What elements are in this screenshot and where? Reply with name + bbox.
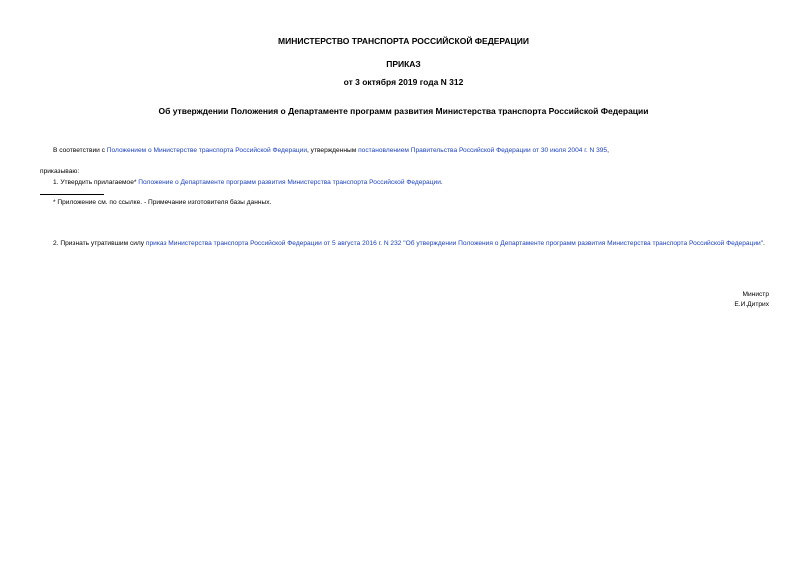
item-1-paragraph [53, 178, 443, 188]
ministry-title: МИНИСТЕРСТВО ТРАНСПОРТА РОССИЙСКОЙ ФЕДЕРАЦИИ [278, 36, 529, 46]
footnote-divider [40, 194, 104, 195]
signatory-position: Министр [742, 291, 769, 298]
repealed-order-link[interactable]: приказ Министерства транспорта Российской Федерации от 5 августа 2016 г. N 232 "Об утверждении Положения о Департаменте программ развития Министерства транспорта Российской Федерации" [145, 240, 764, 247]
item-2-paragraph [40, 239, 770, 249]
department-regulation-link[interactable]: Положение о Департаменте программ развития Министерства транспорта Российской Федерации [138, 179, 441, 186]
order-word: приказываю: [40, 168, 80, 175]
document-subject: Об утверждении Положения о Департаменте программ развития Министерства транспорта Российской Федерации [158, 106, 649, 116]
item-2-suffix: . [763, 240, 765, 247]
basis-prefix: В соответствии с [53, 147, 107, 154]
document-type: ПРИКАЗ [386, 59, 421, 69]
basis-suffix: , [607, 147, 609, 154]
document-date-number: от 3 октября 2019 года N 312 [343, 77, 464, 87]
government-decree-link[interactable]: постановлением Правительства Российской Федерации от 30 июля 2004 г. N 395 [358, 147, 608, 154]
basis-middle: , утвержденным [307, 147, 359, 154]
ministry-regulation-link[interactable]: Положением о Министерстве транспорта Российской Федерации [106, 147, 308, 154]
item-1-prefix: 1. Утвердить прилагаемое* [53, 179, 139, 186]
signatory-name: Е.И.Дитрих [734, 301, 769, 308]
footnote-text: * Приложение см. по ссылке. - Примечание изготовителя базы данных. [53, 199, 272, 206]
item-1-suffix: . [440, 179, 443, 186]
basis-paragraph [53, 146, 609, 156]
item-2-prefix: 2. Признать утратившим силу [53, 240, 146, 247]
